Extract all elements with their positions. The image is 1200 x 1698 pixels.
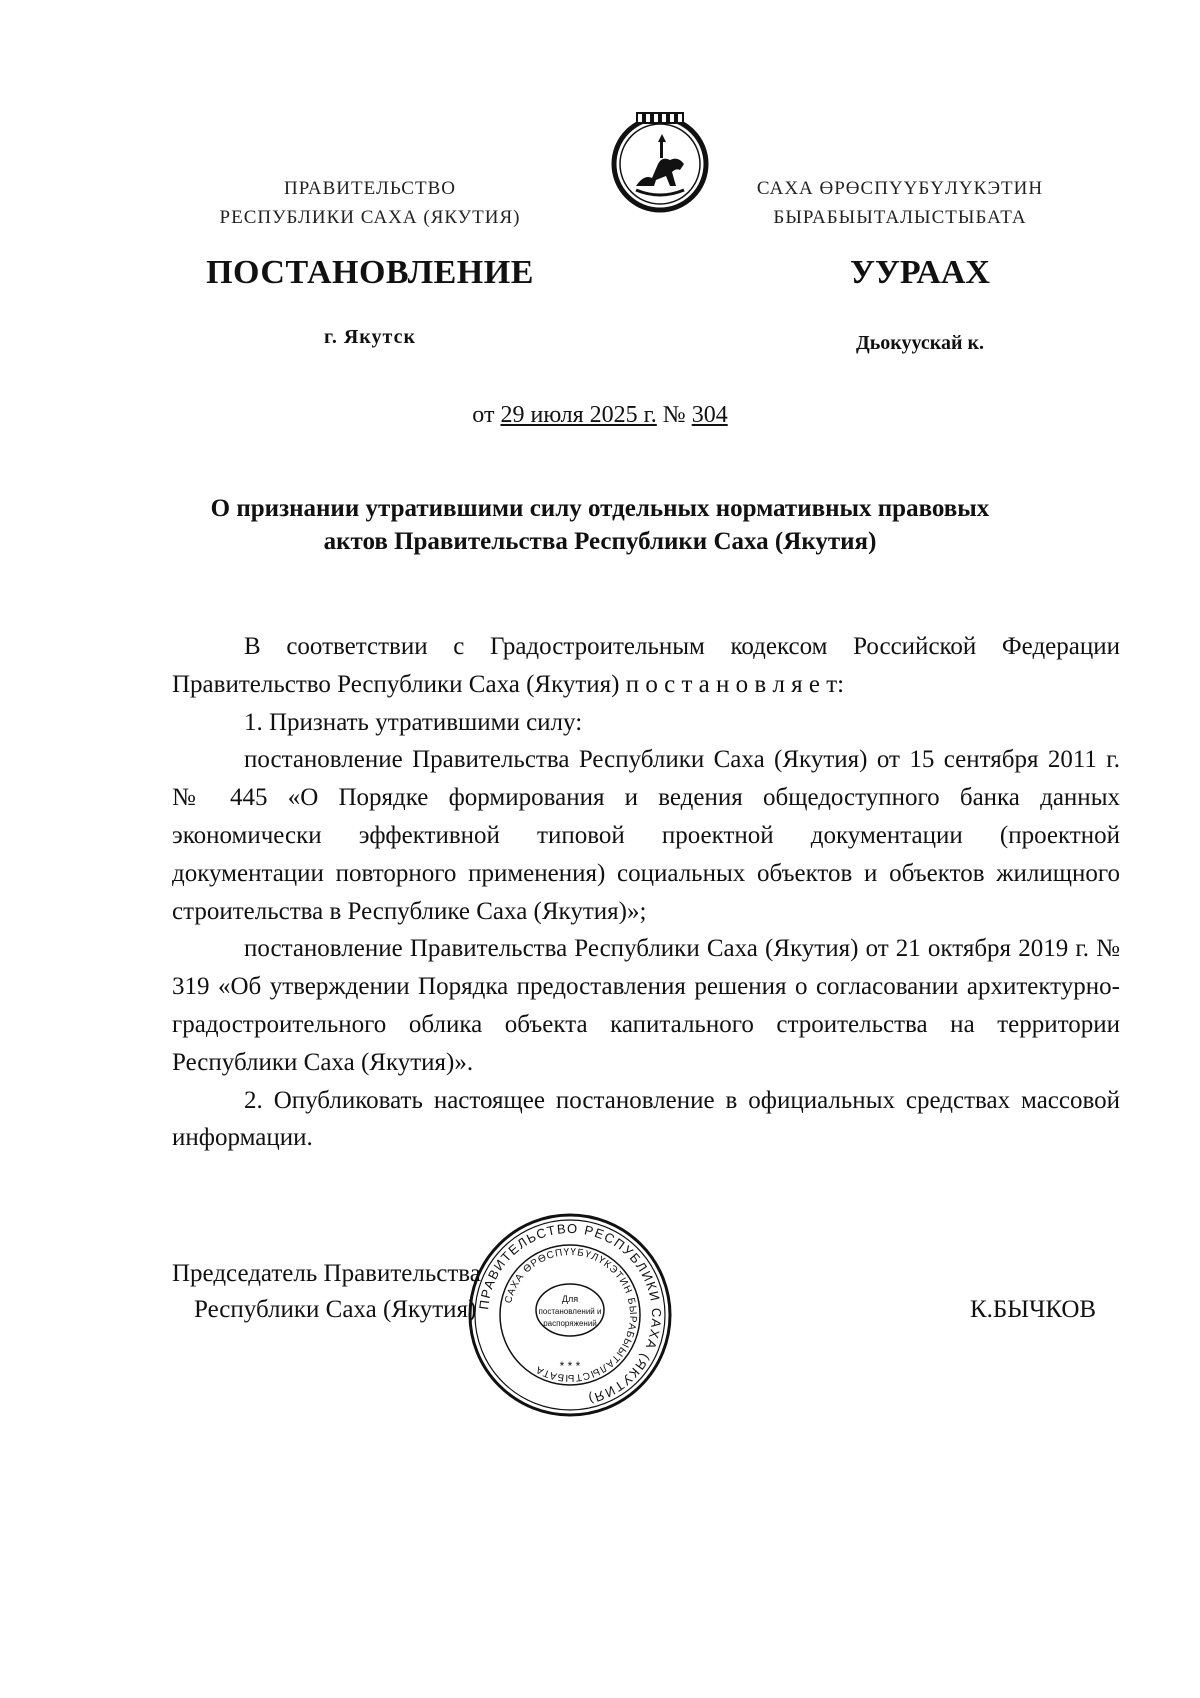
body-paragraph-act-2019: постановление Правительства Республики Саха (Якутия) от 21 октября 2019 г. № 319 «Об утверждении Порядка предоставления решения о согласовании архитектурно-градостроительного облика объекта капитального строительства на территории Республики Саха (Якутия)». — [172, 935, 1120, 1076]
seal-center-text-2: постановлений и — [538, 1307, 602, 1316]
document-number: 304 — [691, 402, 728, 428]
document-title — [170, 492, 1030, 558]
svg-text:САХА ӨРӨСПҮҮБҮЛҮКЭТИН БЫРАБЫЫТ — [503, 1247, 638, 1383]
svg-text:ПРАВИТЕЛЬСТВО РЕСПУБЛИКИ САХА — [476, 1221, 664, 1407]
body-paragraph-preamble: В соответствии с Градостроительным кодексом Российской Федерации Правительство Республики Саха (Якутия) п о с т а н о в л я е т: — [172, 633, 1120, 698]
header-issuer-ru-line1: ПРАВИТЕЛЬСТВО — [284, 178, 456, 199]
document-body — [172, 628, 1120, 1157]
body-paragraph-act-2011: постановление Правительства Республики Саха (Якутия) от 15 сентября 2011 г. № 445 «О Порядке формирования и ведения общедоступного банка данных экономически эффективной типовой проектной документации (проектной документации повторного применения) социальных объектов и объектов жилищного строительства в Республике Саха (Якутия)»; — [172, 746, 1120, 925]
document-title-line1: О признании утратившими силу отдельных нормативных правовых — [210, 495, 990, 522]
signatory-name: К.БЫЧКОВ — [970, 1296, 1097, 1323]
coat-of-arms-icon — [606, 108, 714, 216]
document-date-number — [0, 402, 1200, 429]
seal-center-text-3: распоряжений — [543, 1319, 597, 1328]
header-issuer-sah-line2: БЫРАБЫЫТАЛЫСТЫБАТА — [773, 207, 1027, 228]
date-prefix: от — [472, 402, 495, 428]
header-issuer-ru — [170, 174, 570, 232]
number-sign: № — [662, 402, 686, 428]
city-ru: г. Якутск — [324, 326, 416, 348]
svg-text:* * *: * * * — [559, 1359, 581, 1373]
header-issuer-sah-line1: САХА ӨРӨСПҮҮБҮЛҮКЭТИН — [756, 178, 1044, 199]
signatory-position-line1: Председатель Правительства — [172, 1260, 481, 1287]
seal-outer-text: ПРАВИТЕЛЬСТВО РЕСПУБЛИКИ САХА (ЯКУТИЯ) — [476, 1220, 665, 1408]
body-paragraph-item-1: 1. Признать утратившими силу: — [244, 708, 583, 736]
header-issuer-ru-line2: РЕСПУБЛИКИ САХА (ЯКУТИЯ) — [219, 207, 521, 228]
seal-center-text-1: Для — [561, 1294, 579, 1304]
signatory-position-line2: Республики Саха (Якутия) — [194, 1296, 477, 1323]
official-seal-stamp — [465, 1210, 675, 1420]
seal-inner-text: САХА ӨРӨСПҮҮБҮЛҮКЭТИН БЫРАБЫЫТАЛЫСТЫБАТА — [503, 1246, 639, 1384]
header-issuer-sah — [700, 174, 1100, 232]
city-sah: Дьокуускай к. — [855, 332, 985, 354]
document-title-line2: актов Правительства Республики Саха (Якутия) — [323, 528, 877, 555]
body-paragraph-item-2: 2. Опубликовать настоящее постановление в официальных средствах массовой информации. — [172, 1086, 1120, 1152]
doctype-sah: УУРААХ — [850, 254, 990, 291]
date-value: 29 июля 2025 г. — [500, 402, 657, 428]
doctype-ru: ПОСТАНОВЛЕНИЕ — [206, 254, 534, 291]
